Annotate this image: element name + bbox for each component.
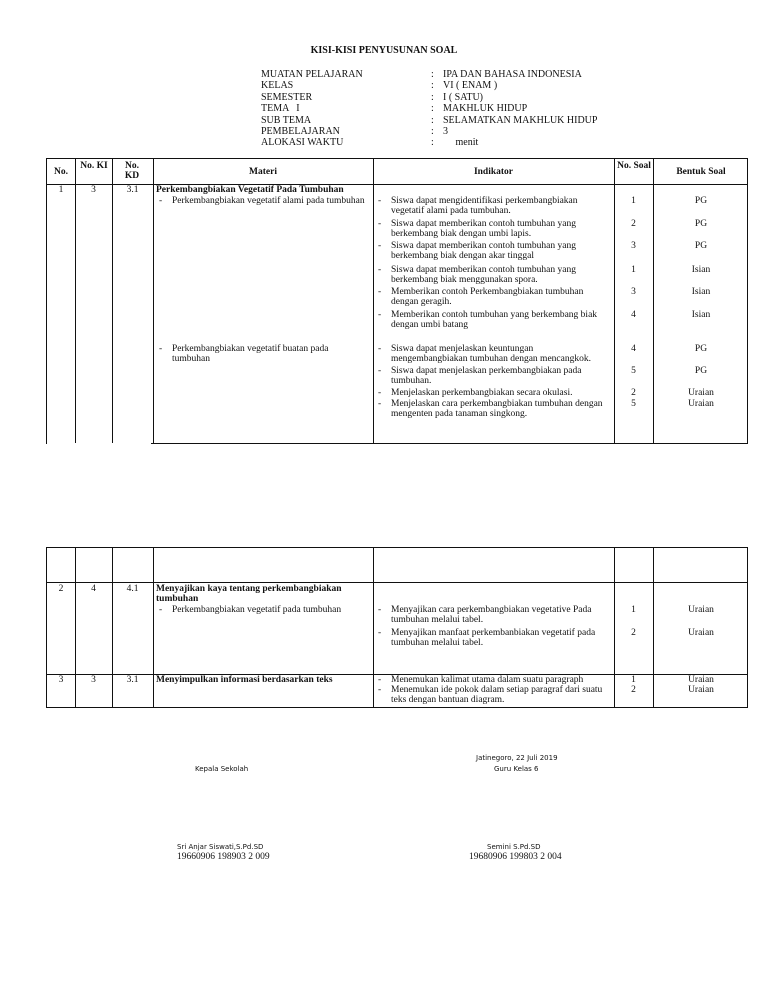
question-number: 1 [631, 675, 636, 685]
question-number: 3 [631, 241, 636, 251]
bullet-dash: - [378, 344, 382, 354]
bullet-dash: - [159, 605, 163, 615]
indicator-text: Memberikan contoh tumbuhan yang berkembang biak dengan umbi batang [391, 310, 598, 330]
info-row [261, 103, 597, 114]
info-key: SEMESTER [261, 91, 313, 103]
indicator-text: Siswa dapat menjelaskan keuntungan mengembangbiakan tumbuhan dengan mencangkok. [391, 344, 591, 364]
info-colon: : [431, 114, 434, 126]
bullet-dash: - [378, 241, 382, 251]
question-type: PG [694, 196, 708, 206]
bullet-dash: - [378, 219, 382, 229]
row-divider [47, 582, 747, 583]
right-nip: 19680906 199803 2 004 [469, 852, 562, 862]
indicator-text: Menjelaskan perkembangbiakan secara okulasi. [391, 388, 573, 398]
bullet-dash: - [378, 685, 382, 695]
materi-item-text: Perkembangbiakan vegetatif pada tumbuhan [172, 605, 342, 615]
question-type: Uraian [688, 628, 714, 638]
materi-item-text: Perkembangbiakan vegetatif alami pada tumbuhan [172, 196, 365, 206]
question-type: PG [694, 241, 708, 251]
indicator-item [378, 219, 610, 239]
grid-table-2 [46, 547, 748, 708]
question-type: Isian [691, 287, 711, 297]
materi-title: Menyajikan kaya tentang perkembangbiakan tumbuhan [156, 584, 342, 604]
question-number: 4 [631, 310, 636, 320]
info-row [261, 80, 597, 91]
question-number: 2 [631, 685, 636, 695]
info-block [261, 69, 597, 149]
info-key: MUATAN PELAJARAN [261, 69, 363, 80]
info-key: ALOKASI WAKTU [261, 137, 344, 149]
info-colon: : [431, 126, 434, 138]
indicator-item [378, 685, 610, 705]
question-number: 2 [631, 219, 636, 229]
row-no: 1 [58, 185, 64, 195]
indicator-text: Siswa dapat menjelaskan perkembangbiakan pada tumbuhan. [391, 366, 582, 386]
info-colon: : [431, 80, 434, 92]
indicator-item [378, 196, 610, 216]
header-no: No. [54, 167, 68, 177]
place-date: Jatinegoro, 22 Juli 2019 [476, 754, 558, 762]
question-number: 5 [631, 399, 636, 409]
question-type: Isian [691, 310, 711, 320]
indicator-item [378, 605, 610, 625]
question-type: Isian [691, 265, 711, 275]
info-colon: : [431, 69, 434, 80]
right-name: Semini S.Pd.SD [487, 843, 541, 851]
header-indikator: Indikator [473, 167, 514, 177]
info-value: VI ( ENAM ) [443, 80, 498, 92]
info-key: SUB TEMA [261, 114, 312, 126]
info-colon: : [431, 137, 434, 149]
info-row [261, 115, 597, 126]
col-divider [112, 159, 113, 443]
materi-item [159, 605, 373, 615]
row-ki: 3 [91, 675, 96, 685]
question-type: PG [694, 344, 708, 354]
bullet-dash: - [378, 388, 382, 398]
bullet-dash: - [378, 605, 382, 615]
left-nip: 19660906 198903 2 009 [177, 852, 270, 862]
col-divider [153, 548, 154, 707]
bullet-dash: - [378, 265, 382, 275]
info-value: IPA DAN BAHASA INDONESIA [443, 69, 582, 80]
indicator-text: Siswa dapat memberikan contoh tumbuhan yang berkembang biak menggunakan spora. [391, 265, 576, 285]
grid-table-1 [46, 158, 748, 444]
info-value: 3 [443, 126, 448, 138]
col-divider [373, 548, 374, 707]
row-ki: 4 [91, 584, 96, 594]
bullet-dash: - [378, 310, 382, 320]
info-row [261, 126, 597, 137]
indicator-text: Menemukan kalimat utama dalam suatu paragraph [391, 675, 584, 685]
header-bentuk-soal: Bentuk Soal [676, 167, 726, 177]
bullet-dash: - [159, 196, 163, 206]
bullet-dash: - [378, 366, 382, 376]
indicator-item [378, 399, 610, 419]
materi-item-text: Perkembangbiakan vegetatif buatan pada tumbuhan [172, 344, 329, 364]
question-type: PG [694, 366, 708, 376]
indicator-item [378, 388, 610, 398]
header-no-soal: No. Soal [617, 161, 651, 171]
header-ki: No. KI [80, 161, 108, 171]
indicator-item [378, 675, 610, 685]
col-divider [153, 159, 154, 443]
indicator-text: Siswa dapat memberikan contoh tumbuhan yang berkembang biak dengan umbi lapis. [391, 219, 576, 239]
right-role: Guru Kelas 6 [494, 765, 539, 773]
question-number: 1 [631, 196, 636, 206]
question-type: Uraian [688, 388, 714, 398]
left-role: Kepala Sekolah [195, 765, 249, 773]
question-number: 3 [631, 287, 636, 297]
info-value: MAKHLUK HIDUP [443, 103, 528, 115]
header-kd: No. KD [124, 161, 140, 181]
question-number: 5 [631, 366, 636, 376]
col-divider [373, 159, 374, 443]
indicator-text: Menjelaskan cara perkembangbiakan tumbuhan dengan mengenten pada tanaman singkong. [391, 399, 603, 419]
bullet-dash: - [378, 196, 382, 206]
indicator-text: Memberikan contoh Perkembangbiakan tumbuhan dengan geragih. [391, 287, 584, 307]
indicator-item [378, 241, 610, 261]
bullet-dash: - [378, 287, 382, 297]
row-ki: 3 [91, 185, 96, 195]
question-number: 2 [631, 388, 636, 398]
question-type: PG [694, 219, 708, 229]
bullet-dash: - [159, 344, 163, 354]
indicator-item [378, 628, 610, 648]
indicator-item [378, 366, 610, 386]
table-1-bottom-fill [47, 443, 151, 445]
indicator-item [378, 344, 610, 364]
indicator-text: Menemukan ide pokok dalam setiap paragraf dari suatu teks dengan bantuan diagram. [391, 685, 603, 705]
indicator-text: Siswa dapat mengidentifikasi perkembangbiakan vegetatif alami pada tumbuhan. [391, 196, 578, 216]
question-type: Uraian [688, 399, 714, 409]
question-type: Uraian [688, 605, 714, 615]
materi-title: Perkembangbiakan Vegetatif Pada Tumbuhan [156, 185, 344, 195]
materi-item [159, 344, 339, 364]
info-colon: : [431, 91, 434, 103]
question-type: Uraian [688, 685, 714, 695]
question-number: 1 [631, 265, 636, 275]
bullet-dash: - [378, 675, 382, 685]
info-value: I ( SATU) [443, 91, 483, 103]
indicator-item [378, 265, 610, 285]
col-divider [75, 159, 76, 443]
info-key: PEMBELAJARAN [261, 126, 340, 138]
info-colon: : [431, 103, 434, 115]
info-key: TEMA I [261, 103, 300, 115]
left-name: Sri Anjar Siswati,S.Pd.SD [177, 843, 264, 851]
indicator-text: Siswa dapat memberikan contoh tumbuhan yang berkembang biak dengan akar tinggal [391, 241, 576, 261]
bullet-dash: - [378, 399, 382, 409]
row-no: 2 [58, 584, 64, 594]
question-number: 4 [631, 344, 636, 354]
info-row [261, 92, 597, 103]
bullet-dash: - [378, 628, 382, 638]
question-number: 1 [631, 605, 636, 615]
indicator-item [378, 310, 610, 330]
info-row [261, 69, 597, 80]
document-title: KISI-KISI PENYUSUNAN SOAL [310, 45, 458, 56]
indicator-text: Menyajikan manfaat perkembanbiakan vegetatif pada tumbuhan melalui tabel. [391, 628, 596, 648]
info-value: SELAMATKAN MAKHLUK HIDUP [443, 114, 598, 126]
materi-title: Menyimpulkan informasi berdasarkan teks [156, 675, 333, 685]
row-kd: 3.1 [126, 185, 139, 195]
indicator-text: Menyajikan cara perkembangbiakan vegetative Pada tumbuhan melalui tabel. [391, 605, 592, 625]
indicator-item [378, 287, 610, 307]
info-value: menit [443, 137, 479, 149]
question-number: 2 [631, 628, 636, 638]
materi-item [159, 196, 373, 206]
info-key: KELAS [261, 80, 294, 92]
row-kd: 4.1 [126, 584, 139, 594]
header-materi: Materi [249, 167, 277, 177]
info-row [261, 137, 597, 148]
question-type: Uraian [688, 675, 714, 685]
row-kd: 3.1 [126, 675, 139, 685]
row-no: 3 [58, 675, 64, 685]
